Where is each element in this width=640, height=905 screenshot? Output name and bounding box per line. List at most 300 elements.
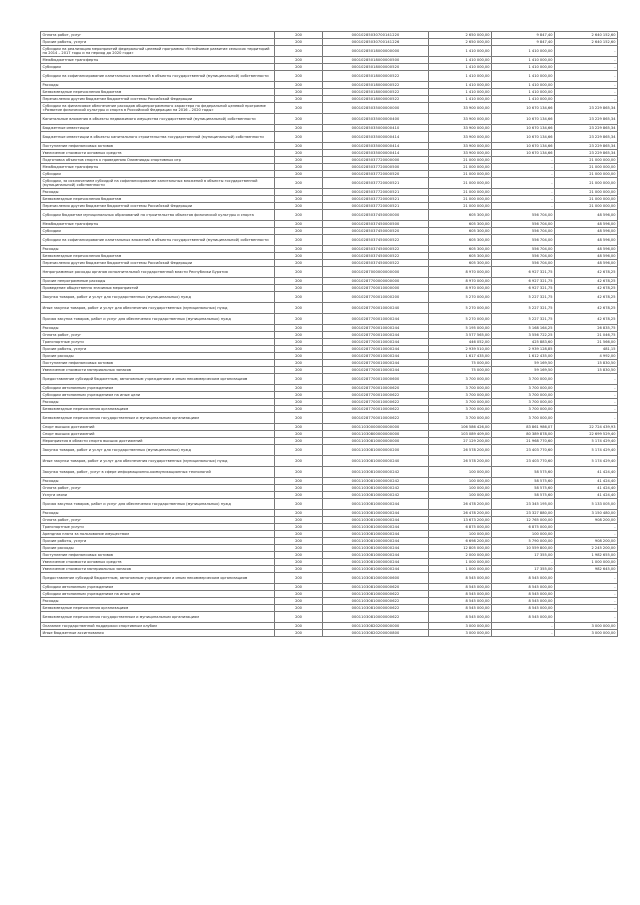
row-executed-cell: 83 861 986,07	[492, 424, 555, 431]
row-approved-cell: 100 000,00	[429, 492, 492, 499]
row-name-cell: Поступление нефинансовых активов	[41, 143, 275, 150]
row-kbk-cell: 00010285035000000414	[323, 143, 429, 150]
row-executed-cell: 3 700 000,00	[492, 374, 555, 385]
row-name-cell: Безвозмездные перечисления бюджетам	[41, 253, 275, 260]
row-code-cell: 200	[275, 210, 323, 221]
row-unexecuted-cell: 21 000 000,00	[555, 171, 618, 178]
row-executed-cell: 23 403 770,60	[492, 445, 555, 456]
row-code-cell: 200	[275, 478, 323, 485]
table-row	[41, 445, 618, 456]
row-name-cell: Субсидии на реализацию мероприятий федеральной целевой программы «Устойчивое развитие сельских территорий на 2014 – 2017 годы и на период до 2020 года»	[41, 46, 275, 57]
table-row	[41, 203, 618, 210]
row-kbk-cell: 00010285035000000410	[323, 125, 429, 132]
row-code-cell: 200	[275, 96, 323, 103]
row-unexecuted-cell: 4 992,00	[555, 353, 618, 360]
row-executed-cell: 8 545 000,00	[492, 591, 555, 598]
row-approved-cell: 3 000 000,00	[429, 630, 492, 637]
row-kbk-cell: 00010287700010000244	[323, 332, 429, 339]
row-executed-cell: 8 545 000,00	[492, 584, 555, 591]
row-code-cell: 200	[275, 630, 323, 637]
row-name-cell: Прочие расходы	[41, 353, 275, 360]
row-executed-cell: -	[492, 171, 555, 178]
row-executed-cell: 10 670 134,66	[492, 132, 555, 143]
table-row	[41, 467, 618, 478]
row-unexecuted-cell: 2 640 152,60	[555, 32, 618, 39]
row-code-cell: 200	[275, 438, 323, 445]
row-unexecuted-cell: -	[555, 96, 618, 103]
row-unexecuted-cell: 42 678,25	[555, 314, 618, 325]
row-name-cell: Оплата работ, услуг	[41, 485, 275, 492]
row-name-cell: Иные закупки товаров, работ и услуг для обеспечения государственных (муниципальных) нужд	[41, 456, 275, 467]
row-name-cell: Транспортные услуги	[41, 339, 275, 346]
table-row	[41, 32, 618, 39]
row-approved-cell: 2 650 000,00	[429, 32, 492, 39]
row-kbk-cell: 00011030800000000000	[323, 431, 429, 438]
row-unexecuted-cell: 21 046,75	[555, 332, 618, 339]
row-code-cell: 200	[275, 267, 323, 278]
row-name-cell: Субсидии автономным учреждениям	[41, 584, 275, 591]
row-code-cell: 200	[275, 360, 323, 367]
row-unexecuted-cell: 23 229 865,34	[555, 125, 618, 132]
row-executed-cell: 1 410 000,00	[492, 46, 555, 57]
row-code-cell: 200	[275, 573, 323, 584]
table-row	[41, 478, 618, 485]
row-code-cell: 200	[275, 57, 323, 64]
table-row	[41, 267, 618, 278]
table-row	[41, 485, 618, 492]
row-kbk-cell: 00010287700010000000	[323, 285, 429, 292]
row-code-cell: 200	[275, 424, 323, 431]
row-name-cell: Безвозмездные перечисления бюджетам	[41, 89, 275, 96]
row-code-cell: 200	[275, 517, 323, 524]
row-code-cell: 200	[275, 392, 323, 399]
row-executed-cell: 59 169,50	[492, 360, 555, 367]
table-row	[41, 314, 618, 325]
row-kbk-cell: 00011030810000000000	[323, 438, 429, 445]
row-name-cell: Увеличение стоимости основных средств	[41, 559, 275, 566]
table-row	[41, 96, 618, 103]
row-name-cell: Оказание государственной поддержки спортивным клубам	[41, 623, 275, 630]
table-row	[41, 39, 618, 46]
row-name-cell: Расходы	[41, 82, 275, 89]
row-unexecuted-cell: -	[555, 89, 618, 96]
row-kbk-cell: 00010285030700141220	[323, 32, 429, 39]
row-unexecuted-cell: 48 596,00	[555, 260, 618, 267]
row-name-cell: Перечисления другим бюджетам бюджетной системы Российской Федерации	[41, 203, 275, 210]
row-approved-cell: 8 545 000,00	[429, 591, 492, 598]
table-row	[41, 278, 618, 285]
row-executed-cell: 3 700 000,00	[492, 385, 555, 392]
row-code-cell: 200	[275, 598, 323, 605]
table-row	[41, 630, 618, 637]
row-code-cell: 200	[275, 303, 323, 314]
row-kbk-cell: 00010285018000000522	[323, 89, 429, 96]
row-approved-cell: 1 617 435,00	[429, 353, 492, 360]
row-name-cell: Предоставление субсидий бюджетным, автономным учреждениям и иным некоммерческим организациям	[41, 374, 275, 385]
row-code-cell: 200	[275, 203, 323, 210]
row-kbk-cell: 00010287700010000622	[323, 399, 429, 406]
table-row	[41, 171, 618, 178]
row-kbk-cell: 00011030810000000242	[323, 467, 429, 478]
row-approved-cell: 1 410 000,00	[429, 96, 492, 103]
row-approved-cell: 3 700 000,00	[429, 399, 492, 406]
row-approved-cell: 33 900 000,00	[429, 143, 492, 150]
row-code-cell: 200	[275, 260, 323, 267]
row-kbk-cell: 00010287700010000244	[323, 360, 429, 367]
table-row	[41, 221, 618, 228]
row-executed-cell: 58 575,60	[492, 467, 555, 478]
row-unexecuted-cell: 41 424,40	[555, 485, 618, 492]
row-unexecuted-cell: 5 174 429,40	[555, 456, 618, 467]
row-unexecuted-cell: -	[555, 612, 618, 623]
table-row	[41, 360, 618, 367]
row-kbk-cell: 00010287700010000622	[323, 406, 429, 413]
table-row	[41, 164, 618, 171]
row-unexecuted-cell: 23 229 865,34	[555, 143, 618, 150]
row-code-cell: 200	[275, 545, 323, 552]
row-code-cell: 200	[275, 32, 323, 39]
row-approved-cell: 3 700 000,00	[429, 392, 492, 399]
row-name-cell: Предоставление субсидий бюджетным, автономным учреждениям и иным некоммерческим организациям	[41, 573, 275, 584]
row-code-cell: 200	[275, 374, 323, 385]
table-body	[41, 32, 618, 637]
row-name-cell: Подготовка объектов спорта к проведению Олимпиады спортивных игр	[41, 157, 275, 164]
row-executed-cell: 6 875 000,00	[492, 524, 555, 531]
row-unexecuted-cell: 41 424,40	[555, 467, 618, 478]
row-kbk-cell: 00010285018000000000	[323, 46, 429, 57]
row-executed-cell: 3 700 000,00	[492, 399, 555, 406]
row-kbk-cell: 00011030810000000622	[323, 591, 429, 598]
row-name-cell: Иные закупки товаров, работ и услуг для обеспечения государственных (муниципальных) нужд	[41, 303, 275, 314]
row-approved-cell: 1 000 000,00	[429, 559, 492, 566]
table-row	[41, 125, 618, 132]
row-approved-cell: 8 545 000,00	[429, 612, 492, 623]
row-name-cell: Увеличение стоимости материальных запасов	[41, 566, 275, 573]
row-kbk-cell: 00010287700010000200	[323, 292, 429, 303]
row-name-cell: Закупка товаров, работ и услуг для государственных (муниципальных) нужд	[41, 445, 275, 456]
row-name-cell: Субсидии	[41, 64, 275, 71]
row-code-cell: 200	[275, 552, 323, 559]
row-approved-cell: 3 000 000,00	[429, 623, 492, 630]
row-approved-cell: 75 000,00	[429, 360, 492, 367]
row-name-cell: Прочие работы, услуги	[41, 39, 275, 46]
row-code-cell: 200	[275, 157, 323, 164]
row-code-cell: 200	[275, 143, 323, 150]
row-unexecuted-cell: 23 229 865,34	[555, 150, 618, 157]
row-unexecuted-cell: 908 200,00	[555, 538, 618, 545]
report-page	[40, 31, 616, 637]
row-approved-cell: 33 900 000,00	[429, 150, 492, 157]
row-unexecuted-cell: 2 245 200,00	[555, 545, 618, 552]
row-approved-cell: 21 000 000,00	[429, 171, 492, 178]
row-approved-cell: 1 410 000,00	[429, 64, 492, 71]
row-unexecuted-cell: -	[555, 573, 618, 584]
row-kbk-cell: 00010287700010000620	[323, 385, 429, 392]
row-executed-cell: 5 227 321,75	[492, 303, 555, 314]
row-unexecuted-cell: -	[555, 385, 618, 392]
row-executed-cell: 6 927 321,75	[492, 278, 555, 285]
row-approved-cell: 106 586 426,00	[429, 424, 492, 431]
row-executed-cell: 8 545 000,00	[492, 598, 555, 605]
row-executed-cell: 556 704,00	[492, 228, 555, 235]
table-row	[41, 353, 618, 360]
row-name-cell: Прочие работы, услуги	[41, 346, 275, 353]
row-kbk-cell: 00010285037720000521	[323, 178, 429, 189]
row-kbk-cell: 00010287700010000244	[323, 367, 429, 374]
row-executed-cell: 6 927 321,75	[492, 267, 555, 278]
row-name-cell: Увеличение стоимости материальных запасов	[41, 367, 275, 374]
row-executed-cell: 58 575,60	[492, 492, 555, 499]
table-row	[41, 545, 618, 552]
row-name-cell: Закупка товаров, работ, услуг в сфере информационно-коммуникационных технологий	[41, 467, 275, 478]
row-approved-cell: 8 545 000,00	[429, 573, 492, 584]
table-row	[41, 591, 618, 598]
row-code-cell: 200	[275, 431, 323, 438]
table-row	[41, 132, 618, 143]
row-kbk-cell: 00011030810000000242	[323, 492, 429, 499]
row-unexecuted-cell: 41 424,40	[555, 492, 618, 499]
row-kbk-cell: 00010287000000000000	[323, 267, 429, 278]
row-executed-cell: 556 704,00	[492, 221, 555, 228]
row-name-cell: Проведение общественно значимых мероприятий	[41, 285, 275, 292]
table-row	[41, 374, 618, 385]
row-kbk-cell: 00010285035000000414	[323, 150, 429, 157]
row-executed-cell: 10 670 134,66	[492, 103, 555, 114]
row-approved-cell: 8 545 000,00	[429, 598, 492, 605]
row-kbk-cell: 00010285037450000522	[323, 235, 429, 246]
row-approved-cell: 2 650 000,00	[429, 39, 492, 46]
row-unexecuted-cell: -	[555, 399, 618, 406]
row-code-cell: 200	[275, 524, 323, 531]
row-code-cell: 200	[275, 623, 323, 630]
row-kbk-cell: 00010285037720000521	[323, 189, 429, 196]
row-approved-cell: 5 270 000,00	[429, 292, 492, 303]
table-row	[41, 367, 618, 374]
row-approved-cell: 5 195 000,00	[429, 325, 492, 332]
table-row	[41, 510, 618, 517]
row-kbk-cell: 00010285037720000521	[323, 196, 429, 203]
row-executed-cell: 425 883,60	[492, 339, 555, 346]
table-row	[41, 524, 618, 531]
table-row	[41, 598, 618, 605]
table-row	[41, 424, 618, 431]
row-approved-cell: 5 270 000,00	[429, 314, 492, 325]
row-code-cell: 200	[275, 367, 323, 374]
row-executed-cell: 1 410 000,00	[492, 89, 555, 96]
row-executed-cell: 8 545 000,00	[492, 612, 555, 623]
row-name-cell: Перечисления другим бюджетам бюджетной системы Российской Федерации	[41, 96, 275, 103]
row-executed-cell: 1 612 435,00	[492, 353, 555, 360]
row-code-cell: 200	[275, 64, 323, 71]
row-name-cell: Расходы	[41, 399, 275, 406]
row-approved-cell: 33 900 000,00	[429, 125, 492, 132]
table-row	[41, 406, 618, 413]
table-row	[41, 228, 618, 235]
table-row	[41, 346, 618, 353]
table-row	[41, 456, 618, 467]
row-kbk-cell: 00011030810000000240	[323, 456, 429, 467]
row-executed-cell: 1 410 000,00	[492, 71, 555, 82]
row-unexecuted-cell: 42 678,25	[555, 292, 618, 303]
budget-execution-table	[40, 31, 618, 637]
row-approved-cell: 26 578 200,00	[429, 445, 492, 456]
row-kbk-cell: 00010285037450000522	[323, 253, 429, 260]
row-code-cell: 200	[275, 189, 323, 196]
row-name-cell: Мероприятия в области спорта высших достижений	[41, 438, 275, 445]
row-approved-cell: 8 970 000,00	[429, 267, 492, 278]
row-name-cell: Расходы	[41, 598, 275, 605]
row-approved-cell: 1 410 000,00	[429, 57, 492, 64]
row-unexecuted-cell: 1 000 000,00	[555, 559, 618, 566]
row-executed-cell: 1 410 000,00	[492, 82, 555, 89]
table-row	[41, 196, 618, 203]
row-code-cell: 200	[275, 46, 323, 57]
table-row	[41, 103, 618, 114]
table-row	[41, 531, 618, 538]
row-executed-cell: 58 575,60	[492, 478, 555, 485]
row-name-cell: Безвозмездные перечисления организациям	[41, 605, 275, 612]
row-executed-cell: 5 790 000,00	[492, 538, 555, 545]
row-executed-cell: 9 847,40	[492, 39, 555, 46]
row-executed-cell: 3 556 722,25	[492, 332, 555, 339]
row-kbk-cell: 00011030810000000244	[323, 531, 429, 538]
row-executed-cell: 2 939 128,85	[492, 346, 555, 353]
row-code-cell: 200	[275, 164, 323, 171]
row-kbk-cell: 00010285018000000522	[323, 82, 429, 89]
row-executed-cell: 556 704,00	[492, 246, 555, 253]
row-kbk-cell: 00010285035000000000	[323, 103, 429, 114]
row-kbk-cell: 00011030810000000244	[323, 517, 429, 524]
row-kbk-cell: 00010285018000000500	[323, 57, 429, 64]
row-approved-cell: 21 000 000,00	[429, 164, 492, 171]
row-unexecuted-cell: 3 000 000,00	[555, 623, 618, 630]
row-approved-cell: 75 000,00	[429, 367, 492, 374]
row-approved-cell: 3 577 565,00	[429, 332, 492, 339]
row-name-cell: Поступление нефинансовых активов	[41, 552, 275, 559]
table-row	[41, 303, 618, 314]
row-executed-cell: 17 355,00	[492, 566, 555, 573]
row-code-cell: 200	[275, 591, 323, 598]
row-unexecuted-cell: 42 678,25	[555, 267, 618, 278]
row-code-cell: 200	[275, 150, 323, 157]
row-approved-cell: 605 300,00	[429, 260, 492, 267]
row-unexecuted-cell: 23 229 865,34	[555, 103, 618, 114]
row-code-cell: 200	[275, 221, 323, 228]
table-row	[41, 413, 618, 424]
table-row	[41, 431, 618, 438]
row-unexecuted-cell: 481,15	[555, 346, 618, 353]
row-approved-cell: 3 700 000,00	[429, 374, 492, 385]
table-row	[41, 150, 618, 157]
row-approved-cell: 12 805 000,00	[429, 545, 492, 552]
row-code-cell: 200	[275, 353, 323, 360]
row-approved-cell: 8 545 000,00	[429, 584, 492, 591]
row-name-cell: Межбюджетные трансферты	[41, 164, 275, 171]
row-name-cell: Прочие непрограммные расходы	[41, 278, 275, 285]
row-unexecuted-cell: -	[555, 392, 618, 399]
row-kbk-cell: 00010287700010000244	[323, 325, 429, 332]
table-row	[41, 189, 618, 196]
table-row	[41, 612, 618, 623]
row-executed-cell: 3 700 000,00	[492, 392, 555, 399]
row-executed-cell: 556 704,00	[492, 235, 555, 246]
table-row	[41, 605, 618, 612]
row-executed-cell: -	[492, 164, 555, 171]
row-unexecuted-cell: 48 596,00	[555, 253, 618, 260]
table-row	[41, 114, 618, 125]
row-unexecuted-cell: 15 830,50	[555, 367, 618, 374]
row-kbk-cell: 00011030810000000244	[323, 524, 429, 531]
row-executed-cell: -	[492, 157, 555, 164]
row-unexecuted-cell: -	[555, 598, 618, 605]
row-code-cell: 200	[275, 89, 323, 96]
row-name-cell: Безвозмездные перечисления государственным и муниципальным организациям	[41, 612, 275, 623]
row-approved-cell: 21 000 000,00	[429, 178, 492, 189]
row-unexecuted-cell: -	[555, 57, 618, 64]
row-unexecuted-cell: 982 645,00	[555, 566, 618, 573]
table-row	[41, 143, 618, 150]
row-kbk-cell: 00011030810000000622	[323, 598, 429, 605]
row-kbk-cell: 00010287700010000244	[323, 314, 429, 325]
row-kbk-cell: 00011030810000000622	[323, 612, 429, 623]
table-row	[41, 538, 618, 545]
row-executed-cell: -	[492, 203, 555, 210]
row-name-cell: Бюджетные инвестиции	[41, 125, 275, 132]
row-name-cell: Субсидии	[41, 171, 275, 178]
row-kbk-cell: 00011030810000000244	[323, 552, 429, 559]
row-name-cell: Поступление нефинансовых активов	[41, 360, 275, 367]
row-unexecuted-cell: -	[555, 591, 618, 598]
row-unexecuted-cell: -	[555, 584, 618, 591]
table-row	[41, 584, 618, 591]
row-name-cell: Прочие работы, услуги	[41, 538, 275, 545]
row-kbk-cell: 00010285035000000414	[323, 132, 429, 143]
row-unexecuted-cell: 908 200,00	[555, 517, 618, 524]
row-code-cell: 200	[275, 292, 323, 303]
table-row	[41, 552, 618, 559]
table-row	[41, 392, 618, 399]
row-unexecuted-cell: 23 229 865,34	[555, 114, 618, 125]
row-code-cell: 200	[275, 339, 323, 346]
table-row	[41, 246, 618, 253]
row-executed-cell: 556 704,00	[492, 253, 555, 260]
table-row	[41, 178, 618, 189]
row-approved-cell: 100 000,00	[429, 467, 492, 478]
row-unexecuted-cell: 48 596,00	[555, 228, 618, 235]
row-approved-cell: 605 300,00	[429, 210, 492, 221]
table-row	[41, 385, 618, 392]
row-approved-cell: 21 000 000,00	[429, 189, 492, 196]
row-kbk-cell: 00011030810000000200	[323, 445, 429, 456]
row-kbk-cell: 00011030810000000244	[323, 559, 429, 566]
row-code-cell: 200	[275, 228, 323, 235]
row-name-cell: Субсидии на финансовое обеспечение расходов общепрограммного характера по федеральной целевой программе «Развитие физической культуры и спорта в Российской Федерации на 2016 – 2020 годы»	[41, 103, 275, 114]
row-code-cell: 200	[275, 406, 323, 413]
row-unexecuted-cell: 1 982 655,00	[555, 552, 618, 559]
row-unexecuted-cell: -	[555, 82, 618, 89]
row-approved-cell: 605 300,00	[429, 246, 492, 253]
row-code-cell: 200	[275, 132, 323, 143]
row-name-cell: Расходы	[41, 246, 275, 253]
row-executed-cell: 12 765 000,00	[492, 517, 555, 524]
row-executed-cell: 10 559 800,00	[492, 545, 555, 552]
row-unexecuted-cell: 2 640 152,60	[555, 39, 618, 46]
row-approved-cell: 1 410 000,00	[429, 82, 492, 89]
table-row	[41, 339, 618, 346]
row-unexecuted-cell: 48 596,00	[555, 210, 618, 221]
row-code-cell: 200	[275, 492, 323, 499]
row-name-cell: Субсидии	[41, 228, 275, 235]
